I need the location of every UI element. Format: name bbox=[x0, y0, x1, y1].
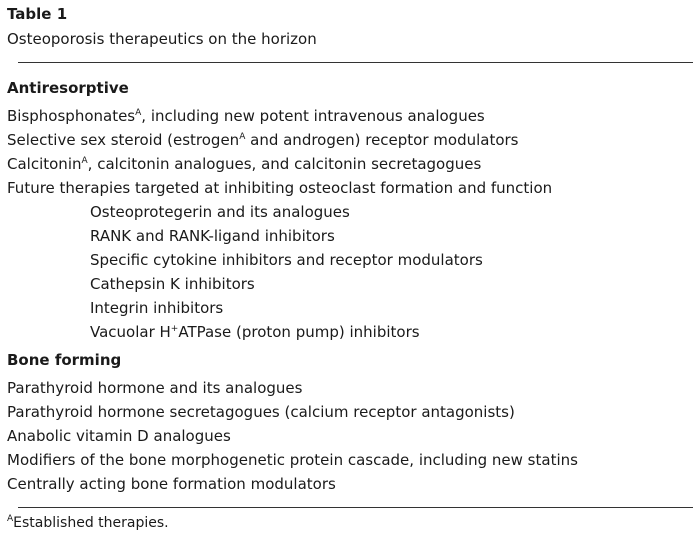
list-item bbox=[7, 155, 481, 173]
list-item: Parathyroid hormone and its analogues bbox=[7, 379, 303, 397]
footnote-marker: A bbox=[81, 156, 88, 166]
sub-list-item bbox=[90, 323, 420, 341]
bottom-rule bbox=[18, 507, 693, 508]
superscript-plus: + bbox=[170, 324, 179, 334]
sub-list-item: Integrin inhibitors bbox=[90, 299, 224, 317]
list-item: Modifiers of the bone morphogenetic protein cascade, including new statins bbox=[7, 451, 578, 469]
top-rule bbox=[18, 62, 693, 63]
item-text: Bisphosphonates bbox=[7, 107, 136, 125]
footnote-marker: A bbox=[135, 108, 142, 118]
section-heading-antiresorptive: Antiresorptive bbox=[7, 79, 129, 97]
list-item: Centrally acting bone formation modulators bbox=[7, 475, 336, 493]
item-text: Selective sex steroid (estrogen bbox=[7, 131, 240, 149]
item-text: and androgen) receptor modulators bbox=[245, 131, 519, 149]
table-footnote bbox=[7, 514, 169, 532]
list-item bbox=[7, 107, 485, 125]
item-text: , calcitonin analogues, and calcitonin secretagogues bbox=[87, 155, 482, 173]
footnote-marker: A bbox=[239, 132, 246, 142]
sub-list-item: Specific cytokine inhibitors and receptor modulators bbox=[90, 251, 483, 269]
item-text: Calcitonin bbox=[7, 155, 82, 173]
item-text: ATPase (proton pump) inhibitors bbox=[178, 323, 420, 341]
footnote-marker: A bbox=[7, 514, 14, 524]
item-text: , including new potent intravenous analogues bbox=[141, 107, 485, 125]
sub-list-item: Osteoprotegerin and its analogues bbox=[90, 203, 350, 221]
sub-list-item: Cathepsin K inhibitors bbox=[90, 275, 255, 293]
list-item: Future therapies targeted at inhibiting osteoclast formation and function bbox=[7, 179, 553, 197]
footnote-text: Established therapies. bbox=[13, 515, 169, 531]
table-title: Osteoporosis therapeutics on the horizon bbox=[7, 30, 317, 48]
list-item bbox=[7, 131, 519, 149]
item-text: Vacuolar H bbox=[90, 323, 171, 341]
section-heading-bone-forming: Bone forming bbox=[7, 351, 122, 369]
list-item: Anabolic vitamin D analogues bbox=[7, 427, 231, 445]
sub-list-item: RANK and RANK-ligand inhibitors bbox=[90, 227, 335, 245]
list-item: Parathyroid hormone secretagogues (calcium receptor antagonists) bbox=[7, 403, 515, 421]
table-label: Table 1 bbox=[7, 5, 68, 23]
